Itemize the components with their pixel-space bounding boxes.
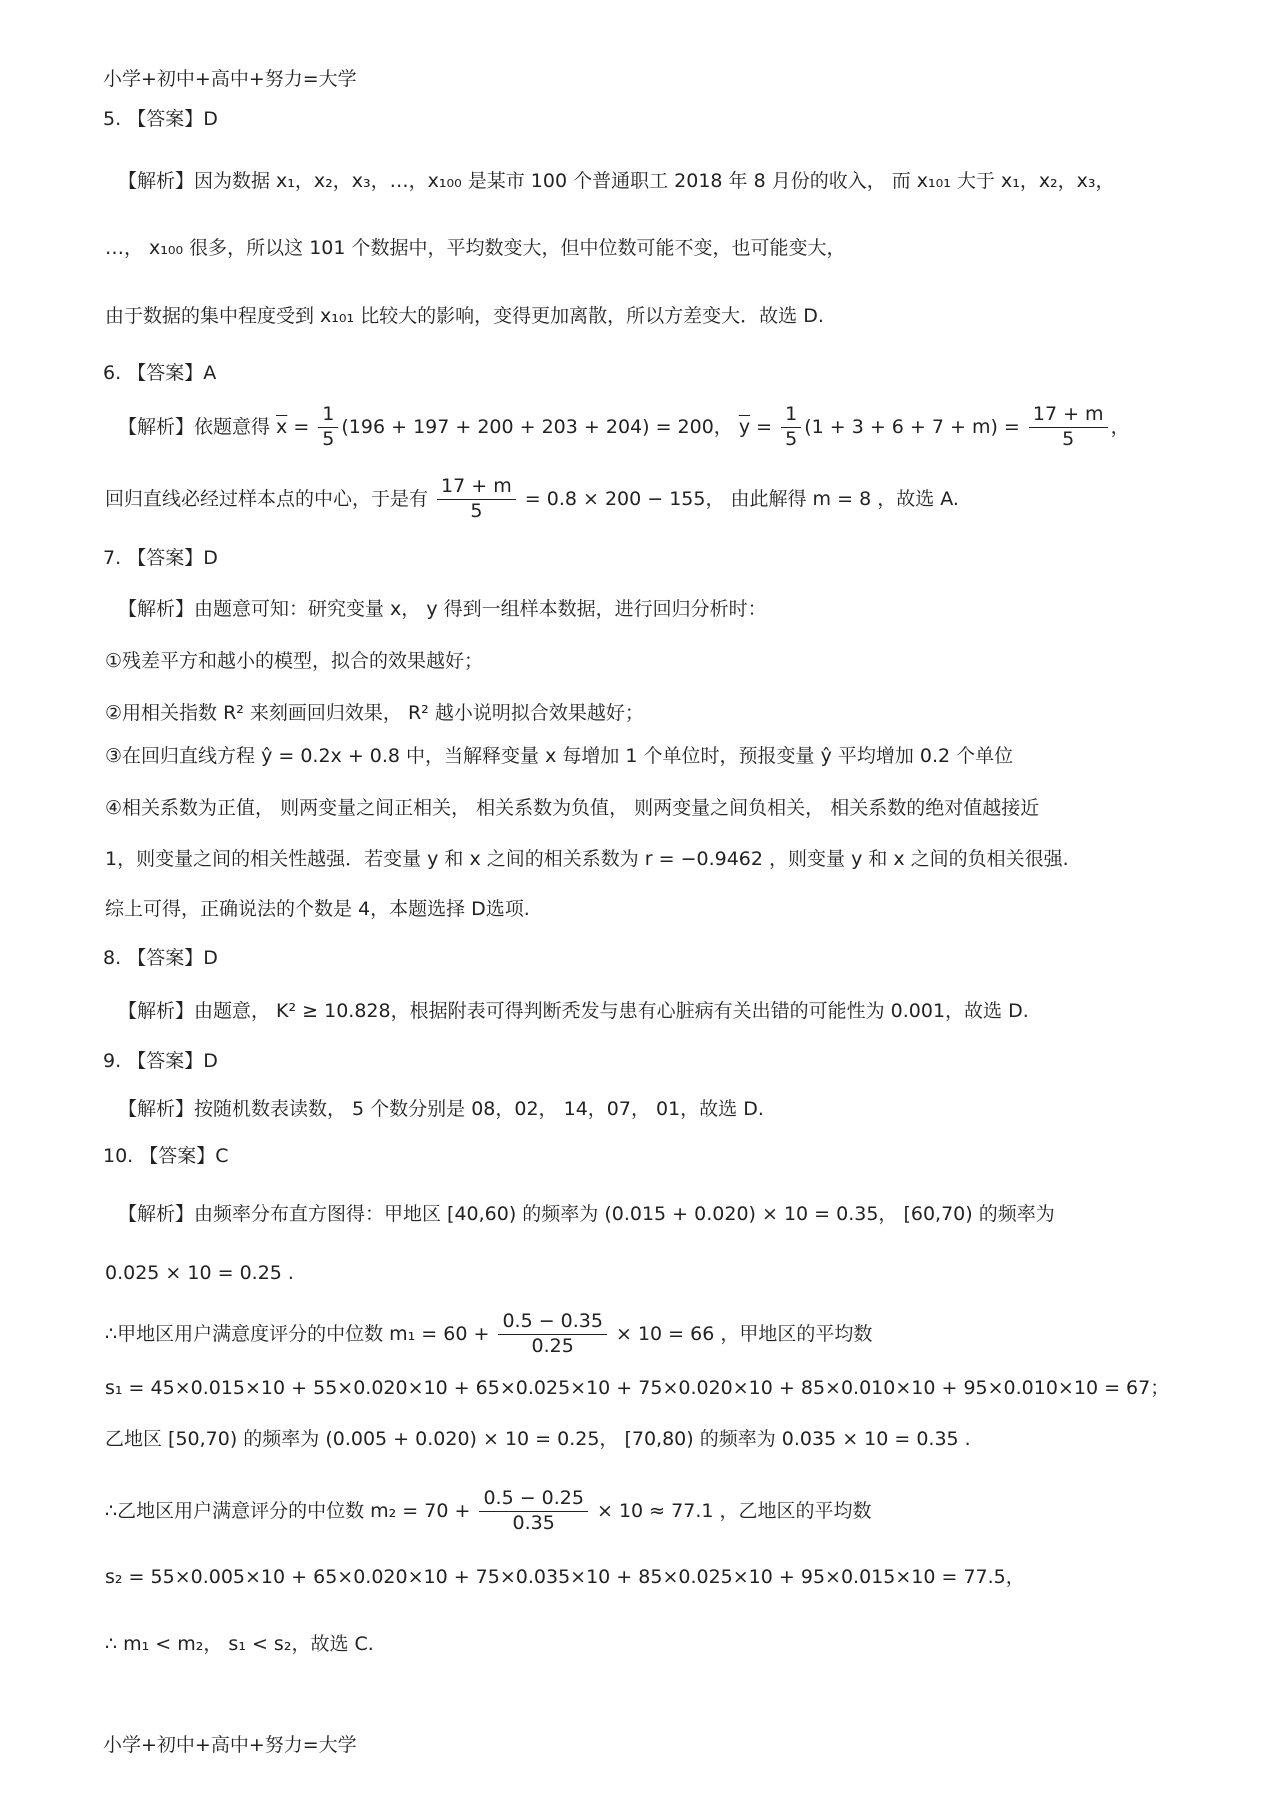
- question-number: 5.: [103, 108, 122, 130]
- q6-analysis-line-1: 【解析】依题意得 $\overline{x}$ = $\frac{1}{5}$ (196 + 197 + 200 + 203 + 204) = 200， $\overline{y}$ = $\frac{1}{5}$ (1 + 3 + 6 + 7 + m) = $\frac{17 + m}{5}$ ，: [118, 403, 1130, 450]
- q6-analysis-line-2: 回归直线必经过样本点的中心，于是有 $\frac{17 + m}{5}$ = 0.8 × 200 − 155， 由此解得 m = 8 ，故选 A.: [105, 475, 959, 522]
- q7-analysis-line-3: ②用相关指数 R² 来刻画回归效果， R² 越小说明拟合效果越好；: [105, 702, 644, 724]
- fraction: $\frac{0.5 - 0.25}{0.35}$: [479, 1487, 588, 1536]
- question-7-answer: [103, 547, 218, 570]
- question-5-answer: [103, 108, 218, 131]
- q5-analysis-line-2: …， x₁₀₀ 很多，所以这 101 个数据中，平均数变大，但中位数可能不变，也可能变大，: [105, 237, 846, 259]
- q7-analysis-line-7: 综上可得，正确说法的个数是 4，本题选择 D选项.: [105, 898, 530, 920]
- q10-analysis-line-1: 【解析】由频率分布直方图得：甲地区 [40,60) 的频率为 (0.015 + 0.020) × 10 = 0.35， [60,70) 的频率为: [118, 1203, 1055, 1225]
- page-header: 小学+初中+高中+努力=大学: [103, 68, 357, 90]
- q10-analysis-line-4: s₁ = 45×0.015×10 + 55×0.020×10 + 65×0.025×10 + 75×0.020×10 + 85×0.010×10 + 95×0.010×10 = 67；: [105, 1377, 1170, 1399]
- q7-analysis-line-2: ①残差平方和越小的模型，拟合的效果越好；: [105, 650, 484, 672]
- question-number: 8.: [103, 947, 122, 969]
- page-footer: 小学+初中+高中+努力=大学: [103, 1734, 357, 1756]
- question-number: 6.: [103, 362, 122, 384]
- q7-analysis-line-6: 1，则变量之间的相关性越强．若变量 y 和 x 之间的相关系数为 r = −0.9462 ，则变量 y 和 x 之间的负相关很强.: [105, 848, 1069, 870]
- q5-analysis-line-3: 由于数据的集中程度受到 x₁₀₁ 比较大的影响，变得更加离散，所以方差变大．故选 D.: [105, 305, 824, 327]
- fraction: $\frac{0.5 - 0.35}{0.25}$: [498, 1310, 607, 1359]
- answer-label: 【答案】D: [127, 1050, 218, 1072]
- q5-analysis-line-1: 【解析】因为数据 x₁，x₂，x₃，…，x₁₀₀ 是某市 100 个普通职工 2018 年 8 月份的收入， 而 x₁₀₁ 大于 x₁，x₂，x₃，: [118, 170, 1115, 192]
- question-10-answer: [103, 1145, 229, 1168]
- q7-analysis-line-5: ④相关系数为正值， 则两变量之间正相关， 相关系数为负值， 则两变量之间负相关， 相关系数的绝对值越接近: [105, 797, 1040, 819]
- fraction: $\frac{17 + m}{5}$: [1029, 403, 1108, 452]
- fraction: $\frac{1}{5}$: [781, 403, 801, 452]
- question-number: 7.: [103, 547, 122, 569]
- q7-analysis-line-4: ③在回归直线方程 ŷ = 0.2x + 0.8 中，当解释变量 x 每增加 1 个单位时，预报变量 ŷ 平均增加 0.2 个单位: [105, 745, 1014, 767]
- question-9-answer: [103, 1050, 218, 1073]
- answer-label: 【答案】C: [139, 1145, 229, 1167]
- y-bar: $\overline{y}$: [738, 415, 751, 438]
- x-bar: $\overline{x}$: [276, 415, 288, 438]
- q7-analysis-line-1: 【解析】由题意可知：研究变量 x， y 得到一组样本数据，进行回归分析时：: [118, 598, 767, 620]
- q8-analysis-line-1: 【解析】由题意， K² ≥ 10.828，根据附表可得判断秃发与患有心脏病有关出错的可能性为 0.001，故选 D.: [118, 1000, 1029, 1022]
- answer-label: 【答案】D: [127, 947, 218, 969]
- fraction: $\frac{1}{5}$: [318, 403, 338, 452]
- q10-analysis-line-2: 0.025 × 10 = 0.25 .: [105, 1262, 294, 1284]
- q9-analysis-line-1: 【解析】按随机数表读数， 5 个数分别是 08，02， 14，07， 01，故选 D.: [118, 1098, 764, 1120]
- answer-label: 【答案】D: [127, 108, 218, 130]
- q10-analysis-line-5: 乙地区 [50,70) 的频率为 (0.005 + 0.020) × 10 = 0.25， [70,80) 的频率为 0.035 × 10 = 0.35 .: [105, 1428, 971, 1450]
- q10-analysis-line-3: ∴甲地区用户满意度评分的中位数 m₁ = 60 + $\frac{0.5 - 0.35}{0.25}$ × 10 = 66 ，甲地区的平均数: [105, 1310, 873, 1357]
- q10-analysis-line-6: ∴乙地区用户满意评分的中位数 m₂ = 70 + $\frac{0.5 - 0.25}{0.35}$ × 10 ≈ 77.1 ，乙地区的平均数: [105, 1487, 872, 1534]
- answer-label: 【答案】D: [127, 547, 218, 569]
- question-number: 10.: [103, 1145, 134, 1167]
- answer-label: 【答案】A: [127, 362, 217, 384]
- question-6-answer: [103, 362, 216, 385]
- q10-analysis-line-8: ∴ m₁ < m₂， s₁ < s₂，故选 C.: [105, 1633, 374, 1655]
- question-number: 9.: [103, 1050, 122, 1072]
- fraction: $\frac{17 + m}{5}$: [437, 475, 516, 524]
- question-8-answer: [103, 947, 218, 970]
- q10-analysis-line-7: s₂ = 55×0.005×10 + 65×0.020×10 + 75×0.035×10 + 85×0.025×10 + 95×0.015×10 = 77.5，: [105, 1566, 1025, 1588]
